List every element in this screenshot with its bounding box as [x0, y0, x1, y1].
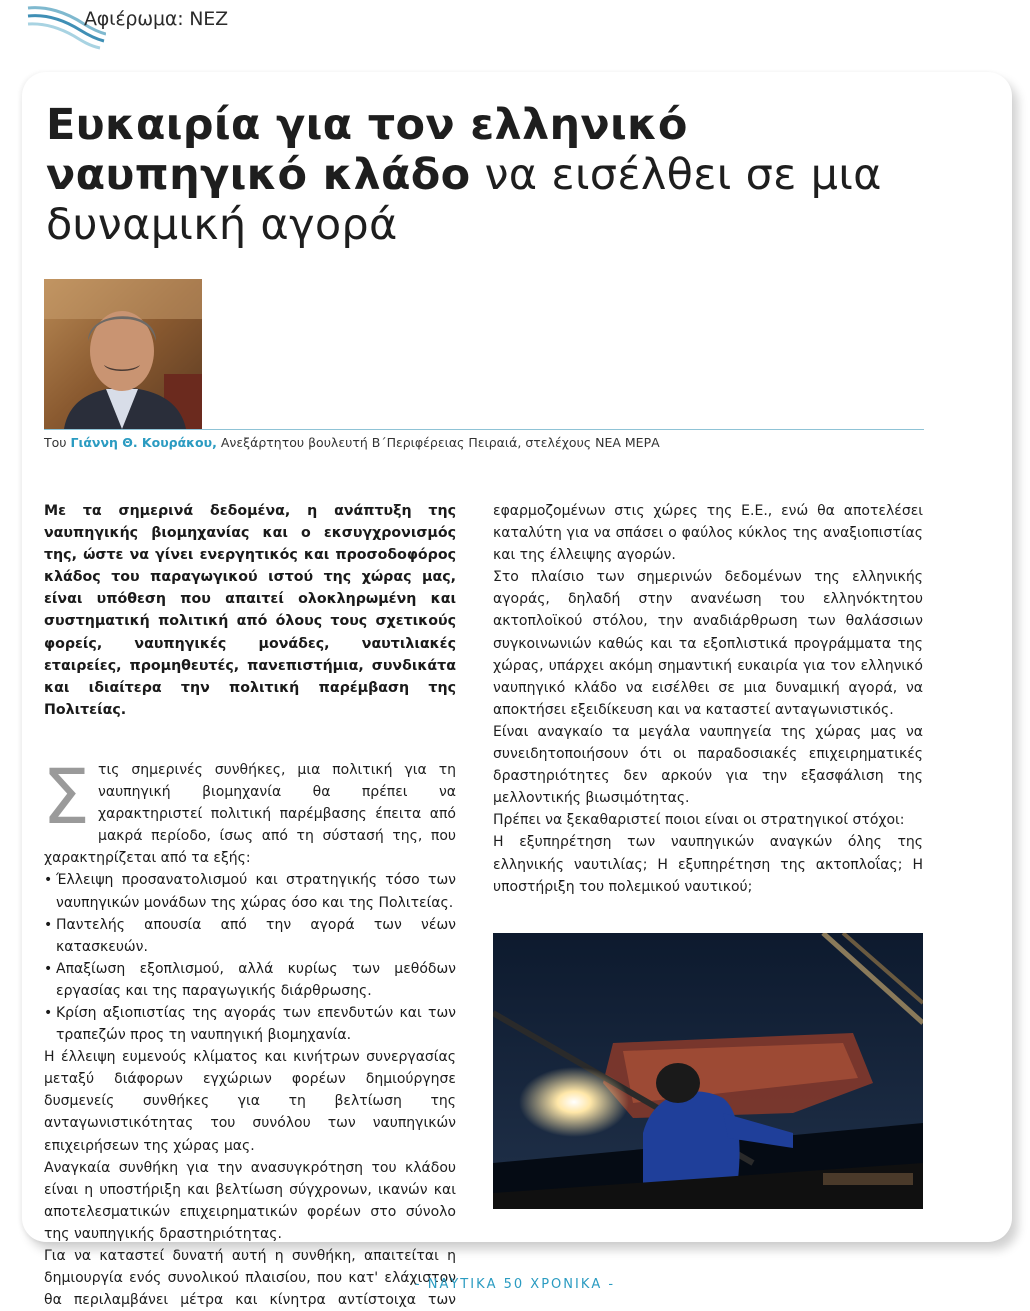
- article-headline: [46, 100, 946, 250]
- list-item: • Κρίση αξιοπιστίας της αγοράς των επενδυτών και των τραπεζών προς τη ναυπηγική βιομηχανία.: [44, 1002, 456, 1046]
- body-paragraph: Πρέπει να ξεκαθαριστεί ποιοι είναι οι στρατηγικοί στόχοι:: [493, 812, 905, 829]
- page-footer: [0, 1277, 1030, 1292]
- author-portrait-image: [44, 279, 202, 429]
- intro-paragraph: τις σημερινές συνθήκες, μια πολιτική για τη ναυπηγική βιομηχανία θα πρέπει να χαρακτηριστεί πολιτική παρέμβασης έπειτα από μακρά περίοδο, ίσως από τη σύστασή της, που χαρακτηρίζεται από τα εξής:: [44, 761, 456, 867]
- shipyard-photo: [493, 933, 923, 1209]
- body-paragraph: εφαρμοζομένων στις χώρες της Ε.Ε., ενώ θα αποτελέσει καταλύτη για να σπάσει ο φαύλος κύκλος της αναξιοπιστίας και της έλλειψης αγορών.: [493, 503, 923, 564]
- dropcap: Σ: [42, 751, 91, 841]
- byline-rule: [44, 429, 924, 430]
- list-item: • Απαξίωση εξοπλισμού, αλλά κυρίως των μεθόδων εργασίας και της παραγωγικής διάρθρωσης.: [44, 958, 456, 1002]
- headline-bold: Ευκαιρία για τον ελληνικό ναυπηγικό κλάδο: [46, 100, 688, 200]
- bullet-list: [44, 869, 456, 1046]
- body-paragraph: Είναι αναγκαίο τα μεγάλα ναυπηγεία της χώρας μας να συνειδητοποιήσουν ότι οι παραδοσιακές επιχειρηματικές δραστηριότητες δεν αρκούν για την εξασφάλιση της μελλοντικής βιωσιμότητας.: [493, 723, 923, 807]
- page-number: 50: [503, 1277, 525, 1292]
- footer-left: - ΝΑΥΤΙΚΑ: [414, 1277, 504, 1292]
- intro-block: [42, 751, 456, 869]
- body-paragraph: Για να καταστεί δυνατή αυτή η συνθήκη, απαιτείται η δημιουργία ενός συνολικού πλαισίου, που κατ' ελάχιστον θα περιλαμβάνει μέτρα και κίνητρα αντίστοιχα των: [44, 1248, 456, 1309]
- footer-right: ΧΡΟΝΙΚΑ -: [524, 1277, 616, 1292]
- body-paragraph: Αναγκαία συνθήκη για την ανασυγκρότηση του κλάδου είναι η υποστήριξη και βελτίωση σύγχρονων, ικανών και αποτελεσματικών επιχειρηματικών φορέων στο σύνολο της ναυπηγικής δραστηριότητας.: [44, 1159, 456, 1242]
- byline: [44, 435, 660, 450]
- left-column: [44, 500, 456, 1311]
- byline-suffix: Ανεξάρτητου βουλευτή Β΄Περιφέρειας Πειραιά, στελέχους ΝΕΑ ΜΕΡΑ: [216, 435, 660, 450]
- author-photo: [44, 279, 202, 429]
- byline-prefix: Του: [44, 435, 71, 450]
- list-item: • Έλλειψη προσανατολισμού και στρατηγικής τόσο των ναυπηγικών μονάδων της χώρας όσο και της Πολιτείας.: [44, 869, 456, 913]
- lead-paragraph: Με τα σημερινά δεδομένα, η ανάπτυξη της ναυπηγικής βιομηχανίας και ο εκσυγχρονισμός της, ώστε να γίνει ενεργητικός και προσοδοφόρος κλάδος του παραγωγικού ιστού της χώρας μας, είναι υπόθεση που απαιτεί ολοκληρωμένη και συστηματική πολιτική από όλους τους σχετικούς φορείς, ναυπηγικές μονάδες, ναυτιλιακές εταιρείες, προμηθευτές, πανεπιστήμια, συνδικάτα και ιδιαίτερα την πολιτική παρέμβαση της Πολιτείας.: [44, 503, 456, 718]
- list-item: • Παντελής απουσία από την αγορά των νέων κατασκευών.: [44, 914, 456, 958]
- headline-regular: να εισέλθει σε μια δυναμική αγορά: [46, 150, 882, 250]
- body-paragraph: Η εξυπηρέτηση των ναυπηγικών αναγκών όλης της ελληνικής ναυτιλίας; Η εξυπηρέτηση της ακτοπλοΐας; Η υποστήριξη του πολεμικού ναυτικού;: [493, 834, 923, 895]
- author-name: Γιάννη Θ. Κουράκου,: [70, 435, 217, 450]
- section-label: Αφιέρωμα: ΝΕΖ: [84, 8, 228, 30]
- right-column: [493, 500, 923, 898]
- welder-image: [493, 933, 923, 1209]
- body-paragraph: Στο πλαίσιο των σημερινών δεδομένων της ελληνικής αγοράς, δηλαδή στην ανανέωση του ελληνόκτητου ακτοπλοϊκού στόλου, την αναδιάρθρωση των θαλάσσιων συγκοινωνιών καθώς και τα εξοπλιστικά προγράμματα της χώρας, υπάρχει ακόμη σημαντική ευκαιρία για τον ελληνικό ναυπηγικό κλάδο να εισέλθει σε μια δυναμική αγορά, να αποκτήσει εξειδίκευση και να καταστεί ανταγωνιστικός.: [493, 569, 923, 718]
- body-paragraph: Η έλλειψη ευμενούς κλίματος και κινήτρων συνεργασίας μεταξύ διάφορων εγχώριων φορέων δημιούργησε δυσμενείς συνθήκες για τη βελτίωση της ανταγωνιστικότητας του συνόλου των ναυπηγικών επιχειρήσεων της χώρας μας.: [44, 1049, 456, 1154]
